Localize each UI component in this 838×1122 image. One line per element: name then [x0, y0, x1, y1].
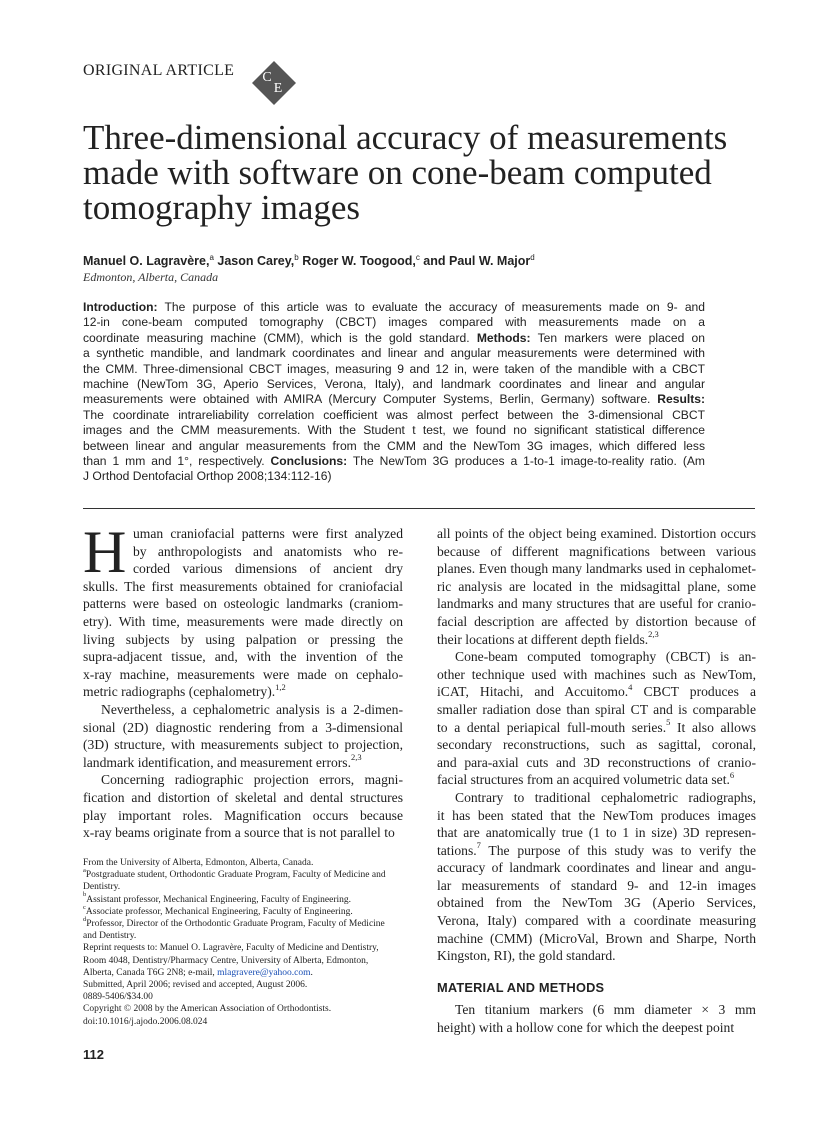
text-run: skulls. The first measurements obtained for craniofacial: [83, 578, 403, 594]
section-heading: MATERIAL AND METHODS: [437, 980, 605, 995]
abstract-keyword: Results:: [657, 392, 705, 407]
text-run: Room 4048, Dentistry/Pharmacy Centre, University of Alberta, Edmonton,: [83, 955, 369, 966]
text-run: From the University of Alberta, Edmonton, Alberta, Canada.: [83, 858, 314, 868]
body-line: [437, 807, 756, 825]
body-line: [437, 771, 756, 789]
reference-mark: d: [83, 915, 87, 923]
footnote-line: [83, 930, 405, 942]
body-line: [83, 807, 403, 825]
body-line: [437, 1001, 756, 1019]
text-run: Postgraduate student, Orthodontic Graduate Program, Faculty of Medicine and: [85, 870, 386, 881]
abstract-line: [83, 392, 705, 407]
abstract-keyword: Introduction:: [83, 300, 158, 314]
text-run: fication and distortion of skeletal and dental structures: [83, 789, 403, 805]
body-line: uman craniofacial patterns were first analyzed: [133, 526, 403, 541]
body-line: [83, 666, 403, 684]
text-run: images and the CMM measurements. With the Student t test, we found no significant statistical difference: [83, 423, 705, 438]
body-line: [437, 912, 756, 930]
badge-letter-e: E: [273, 81, 283, 96]
author-name: Roger W. Toogood,: [298, 254, 416, 269]
abstract-line: [83, 300, 705, 315]
text-run: patterns were based on osteologic landmarks (craniom-: [83, 596, 403, 612]
abstract-keyword: Conclusions:: [270, 454, 348, 469]
text-run: that are anatomically true (1 to 1 in size) 3D represen-: [437, 825, 756, 841]
email-link[interactable]: mlagravere@yahoo.com: [217, 967, 311, 978]
body-line: [437, 595, 756, 613]
text-run: Associate professor, Mechanical Engineering, Faculty of Engineering.: [85, 906, 353, 917]
text-run: The purpose of this article was to evaluate the accuracy of measurements made on 9- and: [157, 300, 705, 314]
body-line: by anthropologists and anatomists who re-: [133, 543, 403, 559]
methods-body: [437, 1001, 756, 1036]
text-run: Copyright © 2008 by the American Association of Orthodontists.: [83, 1004, 332, 1015]
text-run: Contrary to traditional cephalometric radiographs,: [455, 789, 756, 805]
author-mark: d: [530, 253, 535, 262]
text-run: and para-axial cuts and 3D reconstructions of cranio-: [437, 754, 756, 770]
text-run: It also allows: [670, 719, 756, 735]
text-run: other technique used with machines such as NewTom,: [437, 666, 756, 682]
abstract-keyword: Methods:: [476, 330, 531, 345]
reference-mark: 7: [476, 840, 481, 851]
author-mark: a: [209, 253, 214, 262]
text-run: tations.: [437, 842, 477, 858]
reference-mark: b: [83, 891, 87, 899]
text-run: Verona, Italy) compared with a coordinate measuring: [437, 913, 756, 929]
footnote-line: [83, 869, 405, 881]
section-label: ORIGINAL ARTICLE: [83, 62, 235, 79]
footnote-line: [83, 1003, 405, 1015]
text-run: Reprint requests to: Manuel O. Lagravère, Faculty of Medicine and Dentistry,: [83, 943, 379, 954]
text-run: planes. Even though many landmarks used in cephalomet-: [437, 561, 756, 577]
reference-mark: 4: [628, 681, 633, 692]
footnote-line: [83, 967, 405, 979]
body-line: [437, 789, 756, 807]
reference-mark: 5: [666, 717, 671, 727]
text-run: The NewTom 3G produces a 1-to-1 image-to-reality ratio. (Am: [347, 454, 705, 469]
body-line: [437, 666, 756, 684]
footnote-line: [83, 1016, 405, 1028]
text-run: 12-in cone-beam computed tomography (CBCT) images compared with measurements made on a: [83, 315, 705, 330]
text-run: Dentistry.: [83, 882, 121, 893]
text-run: landmarks and many structures that are useful for cranio-: [437, 596, 756, 612]
reference-mark: 6: [729, 769, 735, 780]
abstract-line: [83, 362, 705, 377]
text-run: coordinate measuring machine (CMM), which is the gold standard.: [83, 330, 477, 345]
body-line: [83, 754, 403, 772]
text-run: metric radiographs (cephalometry).: [83, 684, 276, 700]
body-line: [437, 824, 756, 842]
title-line: made with software on cone-beam computed: [83, 153, 712, 192]
body-line: [437, 543, 756, 561]
abstract: [83, 300, 705, 485]
text-run: Ten titanium markers (6 mm diameter × 3 mm: [455, 1002, 756, 1017]
footnote-line: [83, 903, 405, 918]
abstract-line: [83, 346, 705, 361]
text-run: Ten markers were placed on: [530, 330, 705, 345]
title-line: Three-dimensional accuracy of measurements: [83, 118, 728, 157]
text-run: between linear and angular measurements from the CMM and the NewTom 3G images, which differed less: [83, 438, 705, 453]
abstract-line: [83, 377, 705, 392]
author-location: Edmonton, Alberta, Canada: [83, 270, 219, 284]
body-line: [437, 930, 756, 948]
text-run: sional (2D) diagnostic rendering from a 3-dimensional: [83, 719, 403, 735]
text-run: measurements were obtained with AMIRA (Mercury Computer Systems, Berlin, Germany) software.: [83, 392, 658, 407]
text-run: facial structures from an acquired volumetric data set.: [437, 772, 730, 788]
text-run: etry). With time, measurements were made directly on: [83, 613, 403, 629]
footnotes: [83, 857, 405, 1028]
text-run: to a dental periapical full-mouth series.: [437, 719, 667, 735]
text-run: Kingston, RI), the gold standard.: [437, 948, 616, 964]
text-run: it has been stated that the NewTom produces images: [437, 807, 756, 823]
footnote-line: [83, 991, 405, 1003]
body-line: [437, 560, 756, 578]
body-line: [83, 631, 403, 649]
body-column-left: [83, 578, 403, 842]
body-line: [83, 595, 403, 613]
text-run: facial description are affected by distortion because of: [437, 613, 756, 629]
text-run: CBCT produces a: [632, 684, 756, 700]
author-list: [83, 253, 535, 268]
body-line: [437, 754, 756, 772]
abstract-line: [83, 423, 705, 438]
page-number: 112: [83, 1047, 104, 1062]
drop-cap: H: [83, 519, 127, 585]
text-run: x-ray beams originate from a source that is not parallel to: [83, 825, 395, 841]
abstract-line: [83, 439, 705, 454]
text-run: lar measurements of standard 9- and 12-in images: [437, 877, 756, 893]
text-run: a synthetic mandible, and landmark coordinates and linear and angular measurements were determined with: [83, 346, 705, 361]
footnote-line: [83, 955, 405, 967]
body-line: [437, 947, 756, 965]
text-run: play important roles. Magnification occurs because: [83, 807, 403, 823]
reference-mark: 2,3: [648, 629, 659, 640]
title-line: tomography images: [83, 188, 361, 227]
reference-mark: 2,3: [351, 752, 362, 763]
body-line: [83, 771, 403, 789]
body-line: [83, 683, 403, 701]
text-run: and Dentistry.: [83, 931, 137, 942]
text-run: Concerning radiographic projection errors, magni-: [101, 772, 403, 788]
text-run: machine (NewTom 3G, Aperio Services, Verona, Italy), and landmark coordinates and linear and angular: [83, 377, 705, 392]
body-line: [437, 719, 756, 737]
article-title: [83, 120, 763, 225]
abstract-line: [83, 408, 705, 423]
text-run: (3D) structure, with measurements subject to projection,: [83, 737, 403, 753]
body-line: [437, 736, 756, 754]
body-line: [83, 701, 403, 719]
text-run: 0889-5406/$34.00: [83, 992, 153, 1003]
body-line: [437, 859, 756, 877]
text-run: doi:10.1016/j.ajodo.2006.08.024: [83, 1016, 208, 1027]
text-run: J Orthod Dentofacial Orthop 2008;134:112-16): [83, 469, 332, 484]
text-run: accuracy of landmark coordinates and linear and angu-: [437, 860, 756, 876]
body-line: [437, 1019, 756, 1037]
abstract-line: [83, 315, 705, 330]
text-run: all points of the object being examined. Distortion occurs: [437, 526, 756, 541]
body-line: [83, 789, 403, 807]
text-run: living subjects by using palpation or pressing the: [83, 631, 403, 647]
text-run: smaller radiation dose than spiral CT and is comparable: [437, 701, 756, 717]
body-line: [83, 719, 403, 737]
abstract-line: [83, 454, 705, 469]
body-line: corded various dimensions of ancient dry: [133, 561, 403, 577]
reference-mark: a: [83, 867, 86, 875]
author-mark: c: [415, 253, 420, 262]
body-line: [83, 613, 403, 631]
text-run: Alberta, Canada T6G 2N8; e-mail,: [83, 967, 218, 978]
body-line: [437, 894, 756, 912]
continuing-education-badge-icon: [251, 60, 297, 106]
text-run: height) with a hollow cone for which the deepest point: [437, 1019, 735, 1035]
footnote-line: [83, 942, 405, 954]
drop-cap-lines: [133, 525, 403, 578]
abstract-divider: [83, 508, 755, 509]
footnote-line: [83, 891, 405, 906]
body-line: [437, 525, 756, 543]
text-run: ric analysis are located in the midsagittal plane, some: [437, 578, 756, 594]
body-line: [437, 613, 756, 631]
badge-letter-c: C: [262, 70, 272, 85]
body-line: [437, 631, 756, 649]
body-line: [83, 578, 403, 596]
author-name: Jason Carey,: [213, 254, 295, 269]
text-run: Professor, Director of the Orthodontic Graduate Program, Faculty of Medicine: [86, 919, 385, 930]
text-run: the CMM. Three-dimensional CBCT images, measuring 9 and 12 in, were taken of the mandible with a CBCT: [83, 361, 705, 376]
footnote-line: [83, 857, 405, 869]
text-run: because of different magnifications between various: [437, 543, 756, 559]
text-run: Submitted, April 2006; revised and accepted, August 2006.: [83, 980, 308, 991]
author-name: and Paul W. Major: [419, 254, 531, 269]
text-run: than 1 mm and 1°, respectively.: [83, 454, 271, 469]
text-run: The coordinate intrareliability correlation coefficient was almost perfect between the 3-dimensional CBCT: [83, 407, 705, 422]
body-line: [83, 824, 403, 842]
abstract-line: [83, 469, 705, 484]
text-run: x-ray machine, measurements were made on cephalo-: [83, 666, 403, 682]
body-column-right: [437, 525, 756, 965]
footnote-line: [83, 915, 405, 930]
text-run: Assistant professor, Mechanical Engineering, Faculty of Engineering.: [86, 894, 352, 905]
abstract-line: [83, 331, 705, 346]
author-name: Manuel O. Lagravère,: [83, 254, 210, 269]
body-line: [437, 877, 756, 895]
text-run: their locations at different depth fields.: [437, 631, 649, 647]
body-line: [437, 842, 756, 860]
text-run: Cone-beam computed tomography (CBCT) is an-: [455, 649, 756, 665]
author-mark: b: [294, 253, 299, 262]
text-run: secondary reconstructions, such as sagittal, coronal,: [437, 737, 756, 753]
reference-mark: c: [83, 903, 86, 911]
body-line: [83, 648, 403, 666]
body-line: [437, 701, 756, 719]
footnote-line: [83, 881, 405, 893]
footnote-line: [83, 979, 405, 991]
text-run: .: [310, 967, 313, 978]
body-line: [437, 648, 756, 666]
body-line: [437, 683, 756, 701]
text-run: The purpose of this study was to verify the: [480, 842, 756, 858]
text-run: supra-adjacent tissue, and, with the invention of the: [83, 649, 403, 665]
text-run: machine (CMM) (MicroVal, Brown and Sharpe, North: [437, 930, 756, 946]
text-run: iCAT, Hitachi, and Accuitomo.: [437, 684, 629, 700]
text-run: obtained from the NewTom 3G (Aperio Services,: [437, 895, 756, 911]
reference-mark: 1,2: [275, 681, 286, 692]
text-run: Nevertheless, a cephalometric analysis is a 2-dimen-: [101, 701, 403, 717]
body-line: [437, 578, 756, 596]
text-run: landmark identification, and measurement errors.: [83, 754, 351, 770]
